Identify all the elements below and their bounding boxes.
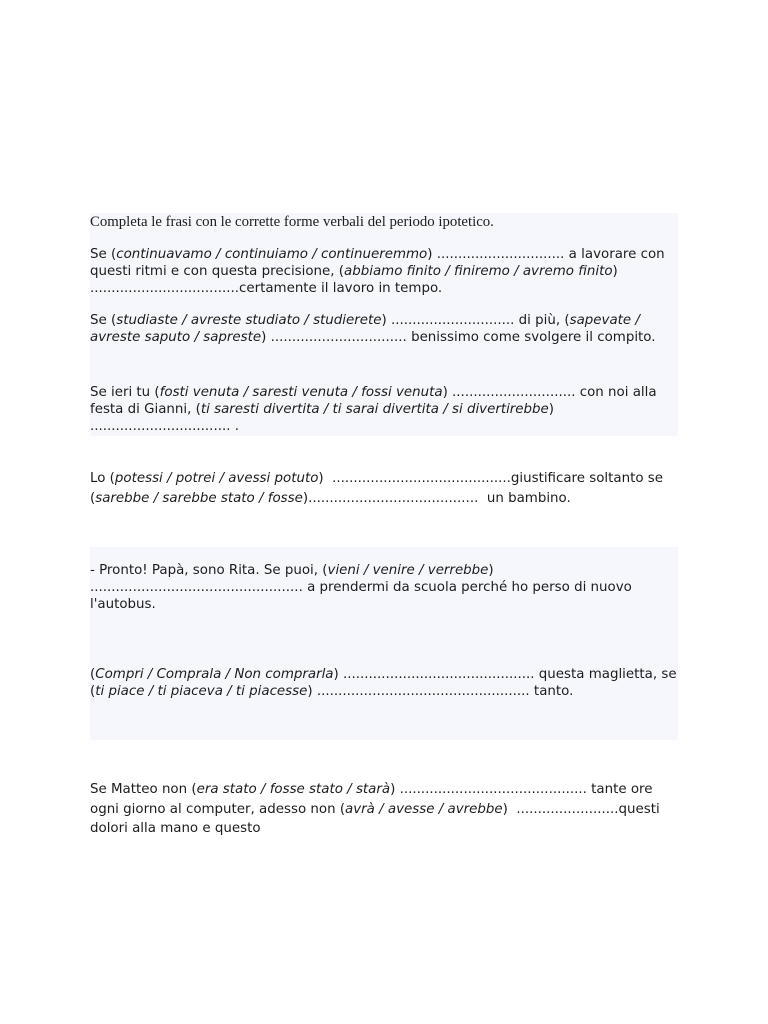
s6-part-b: ) ............................................. questa maglietta, se ( [90, 667, 681, 699]
sentence-4 [90, 469, 678, 508]
s3-options-2: ti saresti divertita / ti sarai divertita / si divertirebbe [200, 401, 549, 417]
s3-part-a: Se ieri tu ( [90, 385, 160, 400]
sentence-3 [90, 385, 678, 435]
sentence-6 [90, 667, 681, 701]
sentence-2 [90, 313, 678, 347]
s7-part-a: Se Matteo non ( [90, 782, 197, 797]
s3-part-c: ) ................................. . [90, 401, 559, 434]
s2-options-2: sapevate / avreste saputo / sapreste [90, 313, 640, 345]
s6-part-a: ( [90, 667, 96, 682]
instruction-text: Completa le frasi con le corrette forme verbali del periodo ipotetico. [90, 214, 494, 230]
s5-options-1: vieni / venire / verrebbe [327, 563, 489, 578]
s4-options-1: potessi / potrei / avessi potuto [114, 471, 319, 486]
s4-options-2: sarebbe / sarebbe stato / fosse [95, 490, 303, 506]
sentence-7 [90, 780, 678, 839]
s3-options-1: fosti venuta / saresti venuta / fossi venuta [159, 385, 443, 400]
s6-options-2: ti piace / ti piaceva / ti piacesse [95, 683, 308, 699]
s5-part-b: ) .................................................. a prendermi da scuola perché ho perso di nuovo l'autobus. [90, 563, 637, 612]
s7-part-b: ) ............................................ tante ore ogni giorno al computer, adesso non ( [90, 782, 657, 817]
s2-options-1: studiaste / avreste studiato / studierete [116, 313, 382, 328]
s3-part-b: ) ............................. con noi alla festa di Gianni, ( [90, 385, 661, 417]
exercise-instruction [90, 214, 678, 231]
s4-part-a: Lo ( [90, 471, 115, 486]
s5-part-a: - Pronto! Papà, sono Rita. Se puoi, ( [90, 563, 328, 578]
s1-options-1: continuavamo / continuiamo / continueremmo [116, 247, 428, 262]
s2-part-b: ) ............................. di più, ( [381, 313, 570, 328]
s7-options-1: era stato / fosse stato / starà [196, 782, 391, 797]
s6-options-1: Compri / Comprala / Non comprarla [95, 667, 334, 682]
s7-part-c: ) ........................questi dolori alla mano e questo [90, 801, 664, 836]
sentence-5 [90, 563, 678, 613]
s4-part-c: )........................................ un bambino. [302, 490, 571, 506]
s4-part-b: ) ..........................................giustificare soltanto se ( [90, 471, 668, 506]
sentence-1 [90, 247, 678, 297]
s6-part-c: ) .................................................. tanto. [307, 683, 574, 699]
s7-options-2: avrà / avesse / avrebbe [345, 801, 503, 817]
s1-part-b: ) .............................. a lavorare con questi ritmi e con questa precisione, ( [90, 247, 669, 279]
s1-options-2: abbiamo finito / finiremo / avremo finito [344, 263, 613, 279]
s1-part-c: ) ...................................certamente il lavoro in tempo. [90, 263, 627, 296]
s2-part-a: Se ( [90, 313, 117, 328]
s2-part-c: ) ................................ benissimo come svolgere il compito. [261, 329, 656, 345]
s1-part-a: Se ( [90, 247, 117, 262]
